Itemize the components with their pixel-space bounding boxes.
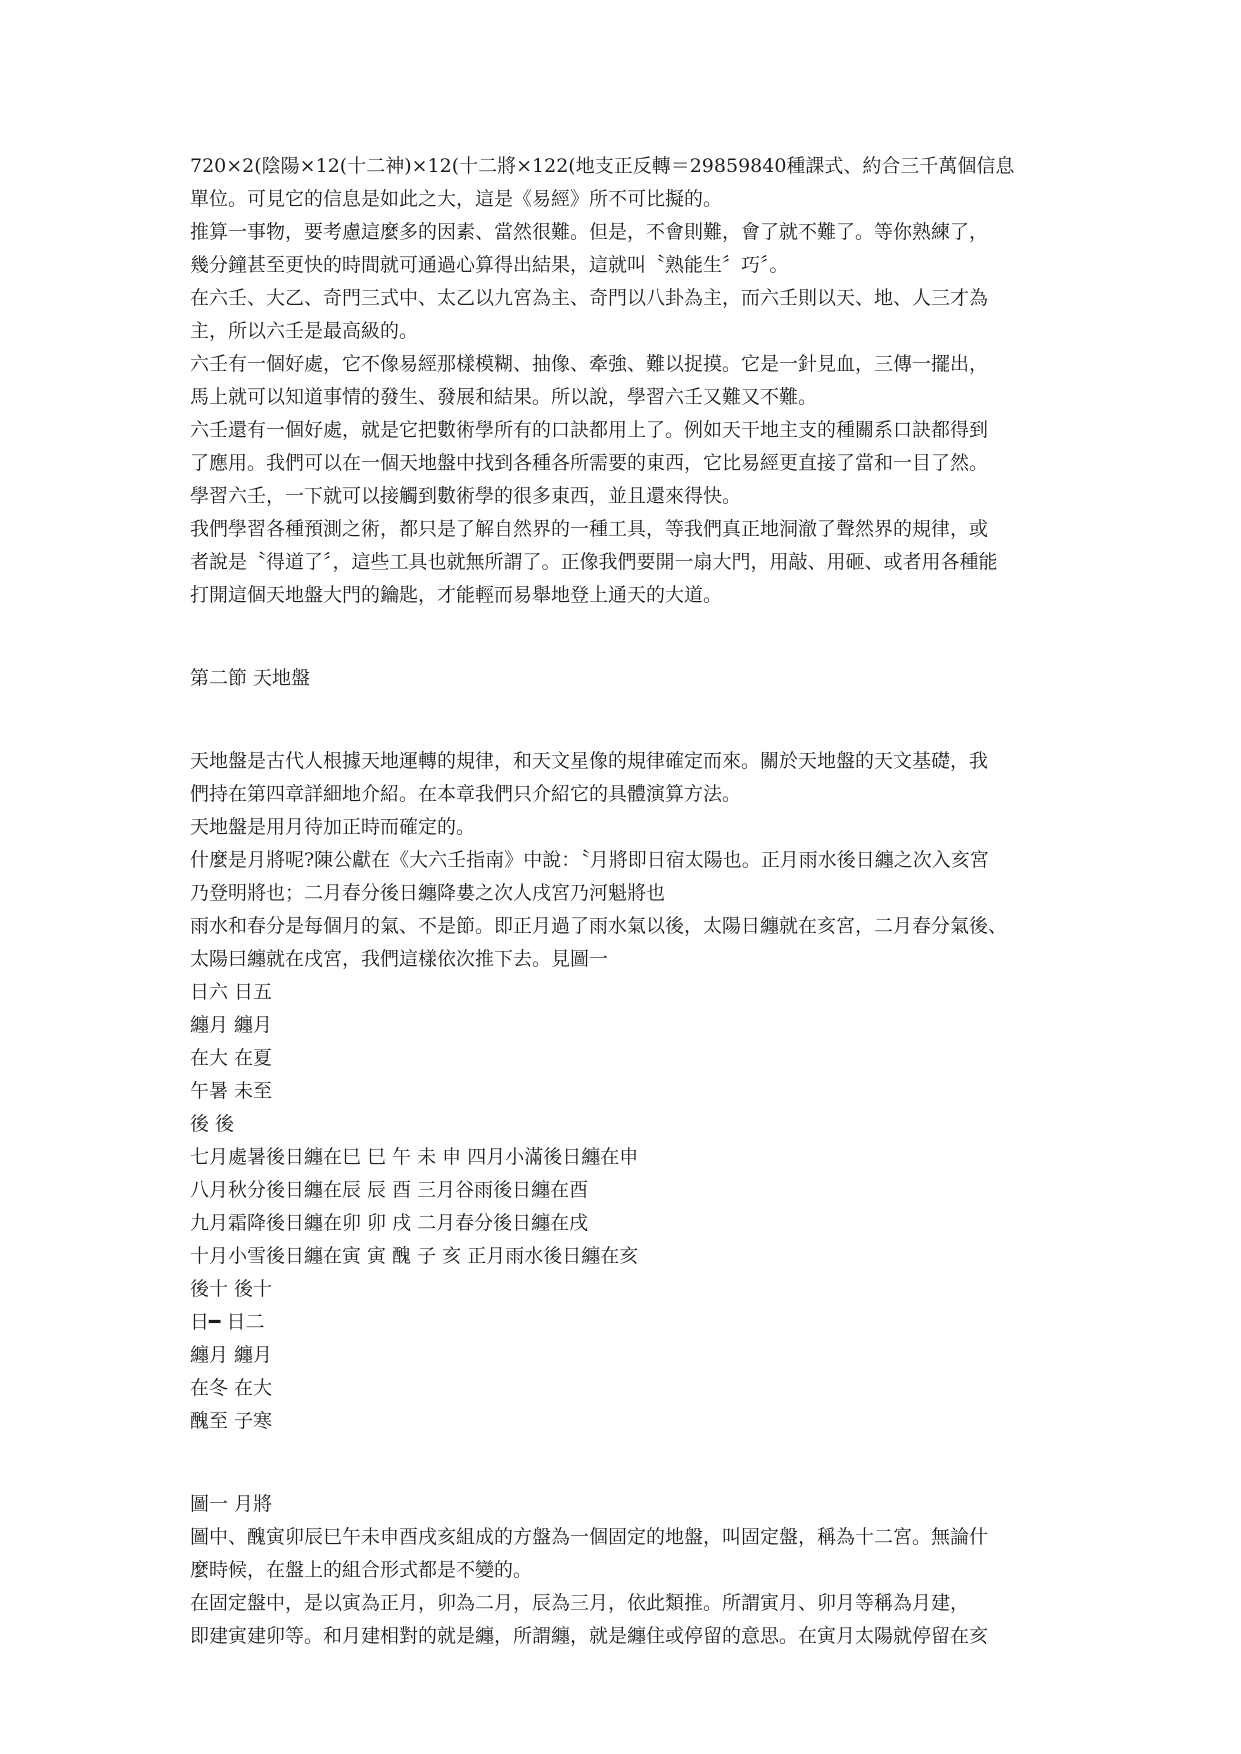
text-line: 在大 在夏: [190, 1047, 273, 1069]
text-line: 乃登明將也；二月春分後日纏降婁之次人戌宮乃河魁將也: [190, 882, 666, 904]
text-line: 主，所以六壬是最高級的。: [190, 320, 419, 342]
text-line: 醜至 子寒: [190, 1410, 273, 1432]
paragraph-block-explanation: [190, 1521, 1060, 1653]
paragraph-block-intro: [190, 150, 1060, 612]
text-line: 在冬 在大: [190, 1377, 273, 1399]
text-line: 什麼是月將呢?陳公獻在《大六壬指南》中說：〝月將即日宿太陽也。正月雨水後日纏之次入亥宮: [190, 849, 989, 871]
text-line: 天地盤是古代人根據天地運轉的規律，和天文星像的規律確定而來。關於天地盤的天文基礎，我: [190, 750, 989, 772]
text-line: 了應用。我們可以在一個天地盤中找到各種各所需要的東西，它比易經更直接了當和一目了然。: [190, 452, 989, 474]
text-line: 在固定盤中，是以寅為正月，卯為二月，辰為三月，依此類推。所謂寅月、卯月等稱為月建，: [190, 1592, 970, 1614]
text-line: 們持在第四章詳細地介紹。在本章我們只介紹它的具體演算方法。: [190, 783, 742, 805]
text-line: 幾分鐘甚至更快的時間就可通過心算得出結果，這就叫〝熟能生〞巧〞。: [190, 254, 789, 276]
figure-caption: 圖一 月將: [190, 1493, 273, 1515]
text-line: 纏月 纏月: [190, 1344, 273, 1366]
text-line: 十月小雪後日纏在寅 寅 醜 子 亥 正月雨水後日纏在亥: [190, 1245, 639, 1267]
text-line: 打開這個天地盤大門的鑰匙，才能輕而易舉地登上通天的大道。: [190, 584, 723, 606]
text-line: 日六 日五: [190, 981, 273, 1003]
text-line: 後 後: [190, 1113, 235, 1135]
spacer: [190, 1438, 1060, 1488]
text-line: 纏月 纏月: [190, 1014, 273, 1036]
paragraph-block-tiandipan: [190, 745, 1060, 1438]
text-line: 九月霜降後日纏在卯 卯 戌 二月春分後日纏在戌: [190, 1212, 589, 1234]
spacer: [190, 695, 1060, 745]
text-line: 在六壬、大乙、奇門三式中、太乙以九宮為主、奇門以八卦為主，而六壬則以天、地、人三才為: [190, 287, 989, 309]
text-line: 後十 後十: [190, 1278, 273, 1300]
text-line: 天地盤是用月待加正時而確定的。: [190, 816, 476, 838]
spacer: [190, 612, 1060, 662]
section-heading: 第二節 天地盤: [190, 667, 311, 689]
text-line: 七月處暑後日纏在巳 巳 午 未 申 四月小滿後日纏在申: [190, 1146, 639, 1168]
document-page: [190, 150, 1060, 1653]
text-line: 八月秋分後日纏在辰 辰 酉 三月谷雨後日纏在酉: [190, 1179, 589, 1201]
text-line: 六壬還有一個好處，就是它把數術學所有的口訣都用上了。例如天干地主支的種關系口訣都得到: [190, 419, 989, 441]
text-line: 太陽曰纏就在戌宮，我們這樣依次推下去。見圖一: [190, 948, 609, 970]
text-line: 午暑 未至: [190, 1080, 273, 1102]
text-line: 六壬有一個好處，它不像易經那樣模糊、抽像、牽強、難以捉摸。它是一針見血，三傳一擺出，: [190, 353, 989, 375]
text-line: 雨水和春分是每個月的氣、不是節。即正月過了雨水氣以後，太陽日纏就在亥宮，二月春分氣後、: [190, 915, 1008, 937]
text-line: 720×2(陰陽×12(十二神)×12(十二將×122(地支正反轉＝29859840種課式、約合三千萬個信息: [190, 155, 1015, 177]
text-line: 圖中、醜寅卯辰巳午未申酉戌亥組成的方盤為一個固定的地盤，叫固定盤，稱為十二宮。無論什: [190, 1526, 989, 1548]
text-line: 即建寅建卯等。和月建相對的就是纏，所謂纏，就是纏住或停留的意思。在寅月太陽就停留在亥: [190, 1625, 989, 1647]
text-line: 學習六壬，一下就可以接觸到數術學的很多東西，並且還來得快。: [190, 485, 742, 507]
text-line: 者說是〝得道了〞，這些工具也就無所謂了。正像我們要開一扇大門，用敲、用砸、或者用各種能: [190, 551, 998, 573]
text-line: 推算一事物，要考慮這麼多的因素、當然很難。但是，不會則難，會了就不難了。等你熟練了，: [190, 221, 989, 243]
text-line: 單位。可見它的信息是如此之大，這是《易經》所不可比擬的。: [190, 188, 723, 210]
text-line: 麼時候，在盤上的組合形式都是不變的。: [190, 1559, 533, 1581]
text-line: 我們學習各種預測之術，都只是了解自然界的一種工具，等我們真正地洞澈了聲然界的規律，或: [190, 518, 989, 540]
text-line: 日━ 日二: [190, 1311, 265, 1333]
text-line: 馬上就可以知道事情的發生、發展和結果。所以說，學習六壬又難又不難。: [190, 386, 818, 408]
